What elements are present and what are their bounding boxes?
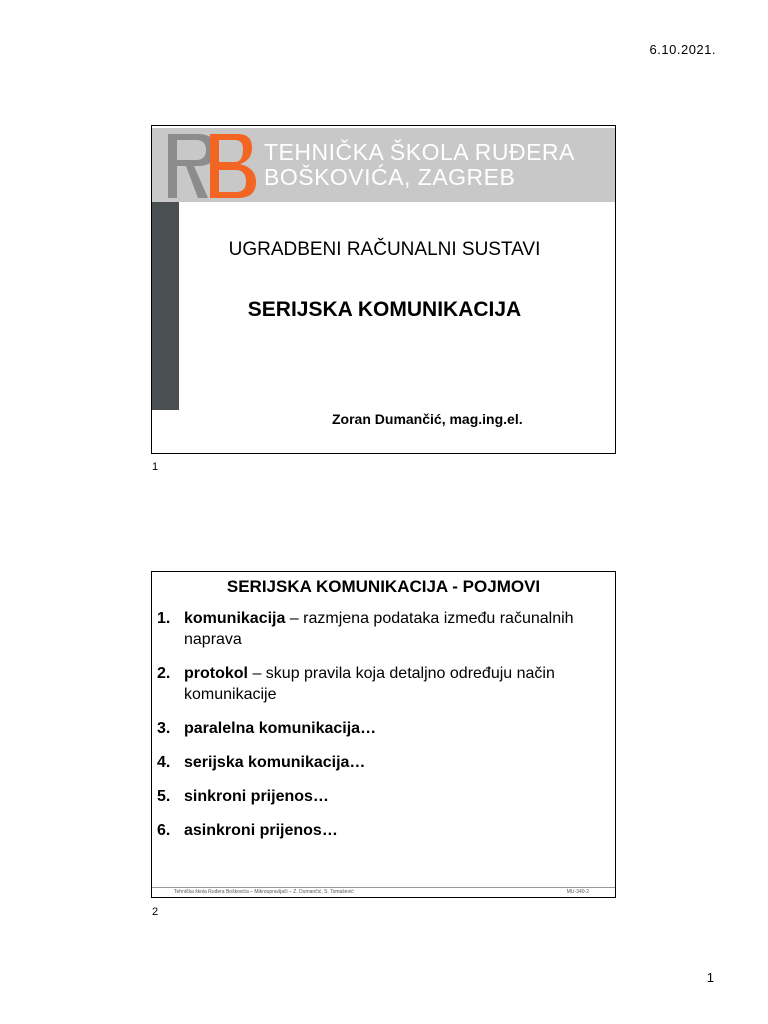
list-item: [157, 752, 604, 773]
item-term: paralelna komunikacija…: [184, 720, 377, 737]
list-item: [157, 718, 604, 739]
item-number: 2.: [157, 665, 171, 682]
page-number: 1: [706, 970, 714, 985]
item-number: 4.: [157, 754, 171, 771]
item-description: – skup pravila koja detaljno određuju način komunikacije: [184, 665, 555, 703]
page-date: 6.10.2021.: [649, 42, 716, 57]
item-term: asinkroni prijenos…: [184, 822, 338, 839]
footer-credits: Tehnička škola Ruđera Boškovića – Mikroupravljači – Z. Dumančić, S. Tomašević: [174, 889, 354, 895]
item-number: 6.: [157, 822, 171, 839]
list-item: [157, 786, 604, 807]
item-description: – razmjena podataka između računalnih naprava: [184, 610, 574, 648]
concepts-slide: [151, 571, 616, 898]
slide-number: 2: [152, 906, 159, 918]
school-name-line1: TEHNIČKA ŠKOLA RUĐERA: [264, 139, 575, 165]
item-number: 3.: [157, 720, 171, 737]
author-name: Zoran Dumančić, mag.ing.el.: [332, 411, 523, 427]
slide-title: SERIJSKA KOMUNIKACIJA - POJMOVI: [226, 577, 541, 596]
slide-number: 1: [152, 461, 159, 473]
footer-code: MU-340-2: [566, 889, 589, 895]
item-term: protokol: [184, 665, 248, 682]
list-item: [157, 663, 604, 705]
item-term: serijska komunikacija…: [184, 754, 366, 771]
list-item: [157, 820, 604, 841]
school-name: [264, 140, 575, 190]
school-name-line2: BOŠKOVIĆA, ZAGREB: [264, 164, 516, 190]
item-number: 5.: [157, 788, 171, 805]
school-banner: [152, 128, 615, 202]
slide-footer: [152, 887, 615, 897]
item-term: sinkroni prijenos…: [184, 788, 329, 805]
slide-title: SERIJSKA KOMUNIKACIJA: [247, 298, 522, 321]
slide-subtitle: UGRADBENI RAČUNALNI SUSTAVI: [228, 239, 541, 260]
item-number: 1.: [157, 610, 171, 627]
title-slide: [151, 125, 616, 454]
list-item: [157, 608, 604, 650]
item-term: komunikacija: [184, 610, 286, 627]
concepts-list: [157, 608, 604, 854]
school-logo: [164, 130, 260, 202]
